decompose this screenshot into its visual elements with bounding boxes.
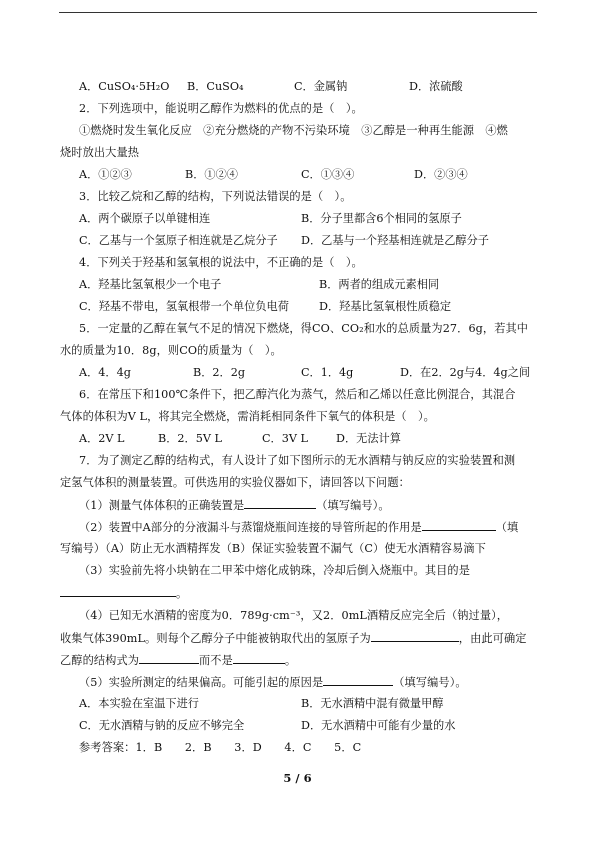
- q7-stem-line2: 定氢气体积的测量装置。可供选用的实验仪器如下，请回答以下问题：: [60, 476, 410, 489]
- answer-blank-4[interactable]: [371, 630, 459, 642]
- answer-blank-6[interactable]: [233, 652, 285, 664]
- q2-stem: 2．下列选项中，能说明乙醇作为燃料的优点的是（ ）。: [79, 102, 363, 115]
- q6-option-d: D．无法计算: [336, 432, 401, 445]
- q4-option-b: B．两者的组成元素相同: [319, 278, 440, 291]
- q7-part5: （5）实验所测定的结果偏高。可能引起的原因是 （填写编号）。: [79, 676, 467, 689]
- q6-stem-line2: 气体的体积为V L，将其完全燃烧，需消耗相同条件下氧气的体积是（ ）。: [60, 410, 435, 423]
- q7-option-c: C．无水酒精与钠的反应不够完全: [79, 719, 245, 732]
- q7-part3-line2: 。: [60, 585, 538, 602]
- q2-option-d: D．②③④: [414, 168, 468, 181]
- q1-option-b: B．CuSO₄: [187, 80, 244, 93]
- q3-option-d: D．乙基与一个羟基相连就是乙醇分子: [301, 234, 489, 247]
- q7-option-a: A．本实验在室温下进行: [79, 697, 199, 710]
- q5-stem-line1: 5．一定量的乙醇在氧气不足的情况下燃烧，得CO、CO₂和水的总质量为27．6g，若其中: [79, 322, 529, 335]
- q5-option-d: D．在2．2g与4．4g之间: [400, 366, 531, 379]
- q6-stem-line1: 6．在常压下和100℃条件下，把乙醇汽化为蒸气，然后和乙烯以任意比例混合，其混合: [79, 388, 516, 401]
- answer-blank-1[interactable]: [244, 497, 316, 509]
- q3-stem: 3．比较乙烷和乙醇的结构，下列说法错误的是（ ）。: [79, 190, 352, 203]
- q7-part4-line3: 乙醇的结构式为 而不是 。: [60, 654, 297, 667]
- q7-part1: （1）测量气体体积的正确装置是 （填写编号）。: [79, 499, 390, 512]
- q3-option-b: B．分子里都含6个相同的氢原子: [301, 212, 462, 225]
- q5-option-b: B．2．2g: [193, 366, 245, 379]
- q2-option-a: A．①②③: [79, 168, 132, 181]
- q7-part2-line1: （2）装置中A部分的分液漏斗与蒸馏烧瓶间连接的导管所起的作用是 （填: [79, 521, 519, 534]
- q7-part2-line2: 写编号）（A）防止无水酒精挥发（B）保证实验装置不漏气（C）使无水酒精容易滴下: [60, 542, 486, 555]
- q1-option-a: A．CuSO₄·5H₂O: [79, 80, 170, 93]
- answer-blank-2[interactable]: [422, 519, 496, 531]
- q5-option-c: C．1．4g: [301, 366, 354, 379]
- header-rule: [59, 12, 537, 13]
- q5-option-a: A．4．4g: [79, 366, 131, 379]
- q3-option-a: A．两个碳原子以单键相连: [79, 212, 211, 225]
- q6-option-b: B．2．5V L: [158, 432, 222, 445]
- q2-text-line1: ①燃烧时发生氧化反应 ②充分燃烧的产物不污染环境 ③乙醇是一种再生能源 ④燃: [79, 124, 508, 137]
- q4-option-c: C．羟基不带电，氢氧根带一个单位负电荷: [79, 300, 289, 313]
- q7-option-b: B．无水酒精中混有微量甲醇: [301, 697, 444, 710]
- answer-blank-5[interactable]: [139, 652, 199, 664]
- q7-stem-line1: 7．为了测定乙醇的结构式，有人设计了如下图所示的无水酒精与钠反应的实验装置和测: [79, 454, 516, 467]
- q3-option-c: C．乙基与一个氢原子相连就是乙烷分子: [79, 234, 278, 247]
- answer-blank-7[interactable]: [323, 674, 393, 686]
- q6-option-c: C．3V L: [262, 432, 308, 445]
- q7-part3-line1: （3）实验前先将小块钠在二甲苯中熔化成钠珠，冷却后倒入烧瓶中。其目的是: [79, 564, 470, 577]
- q4-option-a: A．羟基比氢氧根少一个电子: [79, 278, 222, 291]
- q1-option-d: D．浓硫酸: [409, 80, 463, 93]
- q2-option-c: C．①③④: [301, 168, 355, 181]
- q5-stem-line2: 水的质量为10．8g，则CO的质量为（ ）。: [60, 344, 282, 357]
- q2-text-line2: 烧时放出大量热: [60, 146, 140, 159]
- q1-option-c: C．金属钠: [294, 80, 348, 93]
- page-number: 5 / 6: [283, 771, 312, 785]
- q2-option-b: B．①②④: [185, 168, 238, 181]
- q6-option-a: A．2V L: [79, 432, 125, 445]
- q4-option-d: D．羟基比氢氧根性质稳定: [319, 300, 452, 313]
- q7-option-d: D．无水酒精中可能有少量的水: [301, 719, 456, 732]
- q7-part4-line1: （4）已知无水酒精的密度为0．789g·cm⁻³，又2．0mL酒精反应完全后（钠过量），: [79, 609, 509, 622]
- answer-key: 参考答案：1．B 2．B 3．D 4．C 5．C: [79, 741, 362, 754]
- q7-part4-line2: 收集气体390mL。则每个乙醇分子中能被钠取代出的氢原子为 ，由此可确定: [60, 632, 527, 645]
- answer-blank-3[interactable]: [60, 585, 176, 597]
- q4-stem: 4．下列关于羟基和氢氧根的说法中，不正确的是（ ）。: [79, 256, 363, 269]
